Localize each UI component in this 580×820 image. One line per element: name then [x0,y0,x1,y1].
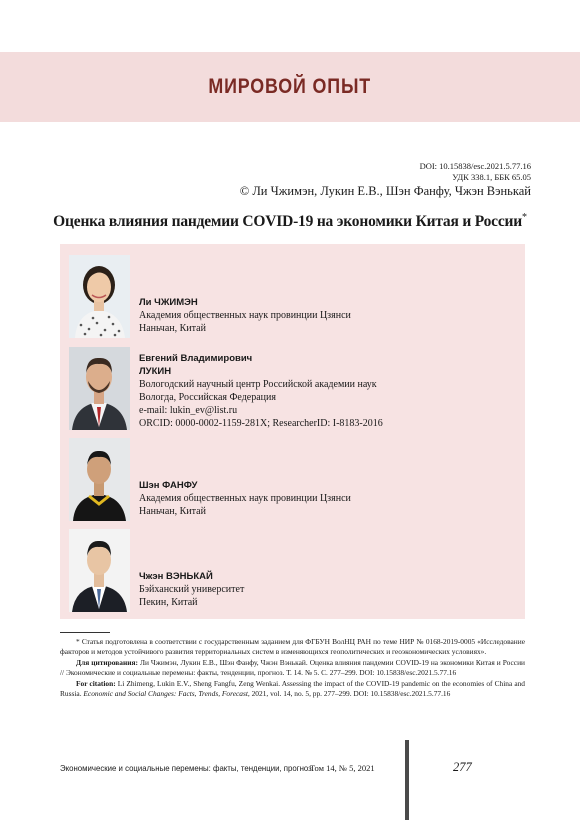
author-photo-zheng [69,529,130,612]
article-title-text: Оценка влияния пандемии COVID-19 на экономики Китая и России [53,213,523,231]
citation-ru [60,658,525,677]
author-location: Наньчан, Китай [139,506,206,517]
author-info-sheng [139,479,351,518]
citation-ru-text: Ли Чжимэн, Лукин Е.В., Шэн Фанфу, Чжэн Вэнькай. Оценка влияния пандемии COVID-19 на экономики Китая и России // Экономические и социальные перемены: факты, тенденции, прогноз. Т. 14. № 5. С. 277–299. DOI: 10.15838/esc.2021.5.77.16 [60,658,525,677]
author-affiliation: Бэйханский университет [139,584,245,595]
author-location: Пекин, Китай [139,597,198,608]
udk-code: УДК 338.1, ББК 65.05 [452,172,531,182]
footnote-marker: * [522,212,527,223]
author-affiliation: Академия общественных наук провинции Цзянси [139,493,351,504]
author-location: Наньчан, Китай [139,323,206,334]
author-info-lukin [139,352,383,430]
author-photo-li [69,255,130,338]
article-title [0,212,580,231]
footnote-divider [60,632,110,633]
footer-divider-bar [405,740,409,820]
author-name: Ли ЧЖИМЭН [139,297,198,308]
author-email[interactable]: e-mail: lukin_ev@list.ru [139,405,238,416]
author-photo-lukin [69,347,130,430]
author-info-zheng [139,570,244,609]
footer-volume: Том 14, № 5, 2021 [310,763,375,773]
page-number: 277 [453,760,472,774]
section-banner [0,52,580,122]
author-location: Вологда, Российская Федерация [139,392,276,403]
footer-journal-name: Экономические и социальные перемены: факты, тенденции, прогноз [60,763,312,773]
author-name: Шэн ФАНФУ [139,480,198,491]
copyright-authors: © Ли Чжимэн, Лукин Е.В., Шэн Фанфу, Чжэн Вэнькай [239,184,531,198]
citation-ru-label: Для цитирования: [76,658,138,668]
citation-en-text: Li Zhimeng, Lukin E.V., Sheng Fangfu, Zeng Wenkai. Assessing the impact of the COVID-19 pandemic on the economies of China and Russia. [60,679,525,698]
citation-en-label: For citation: [76,679,116,689]
section-title: МИРОВОЙ ОПЫТ [208,75,372,98]
author-name-last: ЛУКИН [139,366,172,377]
doi[interactable]: DOI: 10.15838/esc.2021.5.77.16 [419,161,531,171]
author-affiliation: Академия общественных наук провинции Цзянси [139,310,351,321]
author-name: Чжэн ВЭНЬКАЙ [139,571,213,582]
author-name-first: Евгений Владимирович [139,353,253,364]
author-photo-sheng [69,438,130,521]
footnotes [60,637,525,701]
author-ids: ORCID: 0000-0002-1159-281X; ResearcherID: I-8183-2016 [139,418,383,429]
citation-en-tail: , 2021, vol. 14, no. 5, pp. 277–299. DOI: 10.15838/esc.2021.5.77.16 [247,688,451,698]
author-affiliation: Вологодский научный центр Российской академии наук [139,379,377,390]
funding-note: * Статья подготовлена в соответствии с государственным заданием для ФГБУН ВолНЦ РАН по теме НИР № 0168-2019-0005 «Исследование факторов и методов устойчивого развития территориальных систем в изменяющихся геополитических и геоэкономических условиях». [60,637,525,656]
citation-en-journal: Economic and Social Changes: Facts, Trends, Forecast [83,688,248,698]
author-info-li [139,296,351,335]
citation-en [60,679,525,698]
